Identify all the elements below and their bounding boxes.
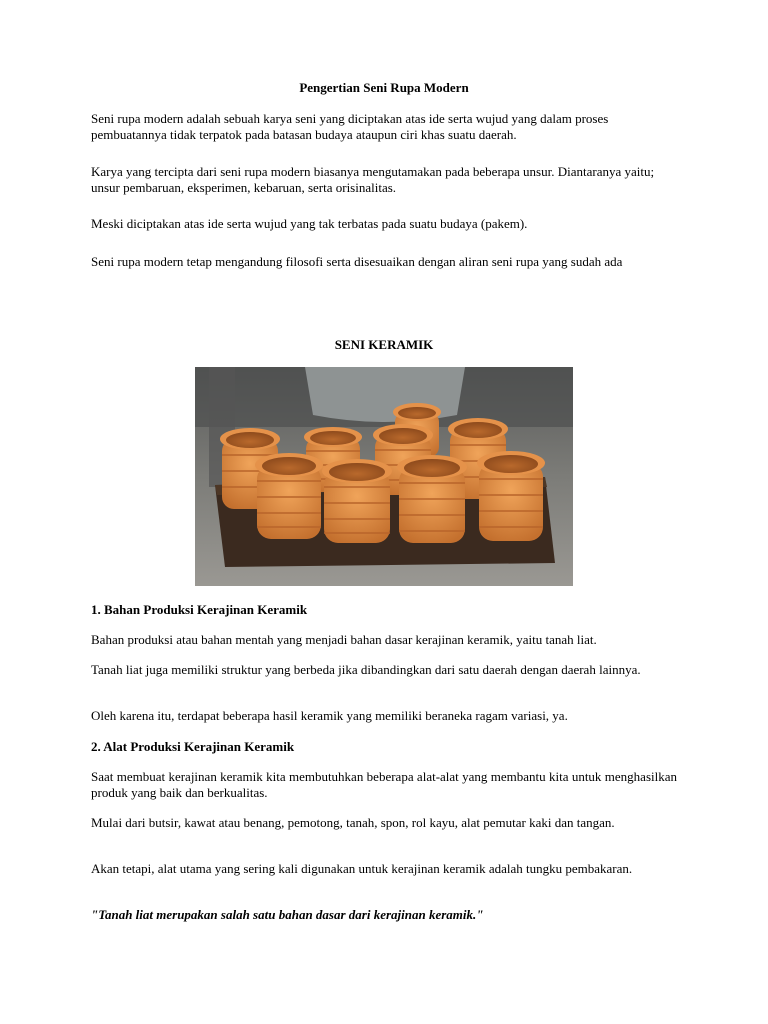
section-1-heading: 1. Bahan Produksi Kerajinan Keramik xyxy=(91,602,308,617)
clay-pots-photo xyxy=(195,367,573,586)
section-title: SENI KERAMIK xyxy=(334,337,434,352)
page-title: Pengertian Seni Rupa Modern xyxy=(299,80,469,95)
intro-paragraph-1: Seni rupa modern adalah sebuah karya seni yang diciptakan atas ide serta wujud yang dalam proses pembuatannya tidak terpatok pada batasan budaya ataupun ciri khas suatu daerah. xyxy=(91,111,609,142)
intro-paragraph-3: Meski diciptakan atas ide serta wujud yang tak terbatas pada suatu budaya (pakem). xyxy=(91,216,528,231)
section-1-paragraph-2: Tanah liat juga memiliki struktur yang berbeda jika dibandingkan dari satu daerah dengan daerah lainnya. xyxy=(91,662,641,677)
section-1-paragraph-3: Oleh karena itu, terdapat beberapa hasil keramik yang memiliki beraneka ragam variasi, ya. xyxy=(91,708,568,723)
closing-quote: "Tanah liat merupakan salah satu bahan dasar dari kerajinan keramik." xyxy=(91,907,484,922)
section-2-paragraph-1: Saat membuat kerajinan keramik kita membutuhkan beberapa alat-alat yang membantu kita untuk menghasilkan produk yang baik dan berkualitas. xyxy=(91,769,677,800)
section-1-paragraph-1: Bahan produksi atau bahan mentah yang menjadi bahan dasar kerajinan keramik, yaitu tanah liat. xyxy=(91,632,597,647)
intro-paragraph-2: Karya yang tercipta dari seni rupa modern biasanya mengutamakan pada beberapa unsur. Diantaranya yaitu; unsur pembaruan, eksperimen, kebaruan, serta orisinalitas. xyxy=(91,164,655,195)
intro-paragraph-4: Seni rupa modern tetap mengandung filosofi serta disesuaikan dengan aliran seni rupa yang sudah ada xyxy=(91,254,623,269)
section-2-heading: 2. Alat Produksi Kerajinan Keramik xyxy=(91,739,295,754)
section-2-paragraph-2: Mulai dari butsir, kawat atau benang, pemotong, tanah, spon, rol kayu, alat pemutar kaki dan tangan. xyxy=(91,815,615,830)
section-2-paragraph-3: Akan tetapi, alat utama yang sering kali digunakan untuk kerajinan keramik adalah tungku pembakaran. xyxy=(91,861,633,876)
